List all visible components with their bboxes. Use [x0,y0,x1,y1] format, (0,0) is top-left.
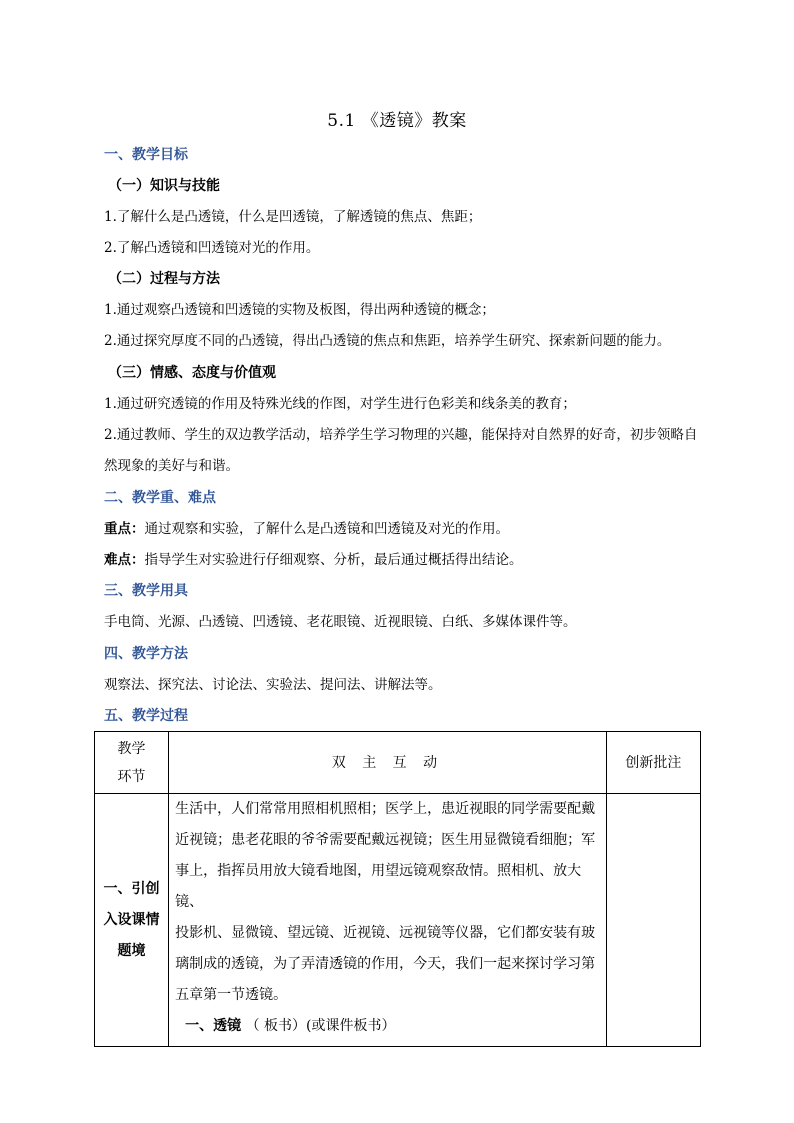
section-heading-keypoints: 二、教学重、难点 [104,490,216,506]
row1-stage-line3: 题境 [117,942,146,959]
subheading-process: （二）过程与方法 [108,271,220,287]
row1-content [169,794,607,1047]
row1-line-5: 璃制成的透镜，为了弄清透镜的作用，今天，我们一起来探讨学习第 [175,956,596,972]
header-note: 创新批注 [606,732,700,794]
row1-lens-note: （ 板书）(或课件板书） [245,1018,396,1034]
section-heading-goals: 一、教学目标 [104,147,188,163]
procedure-table [94,731,701,1047]
subheading-emotion: （三）情感、态度与价值观 [108,365,276,381]
knowledge-item-2: 2.了解凸透镜和凹透镜对光的作用。 [104,240,320,256]
header-stage-line1: 教学 [117,740,146,757]
tools-text: 手电筒、光源、凸透镜、凹透镜、老花眼镜、近视眼镜、白纸、多媒体课件等。 [104,614,577,630]
section-heading-tools: 三、教学用具 [104,583,188,599]
table-header-row [95,732,701,794]
row1-stage-line1: 一、引创 [103,880,160,897]
keypoint-line [104,518,704,540]
row1-lens-line [175,1011,600,1042]
keypoint-label: 重点： [104,521,145,537]
emotion-item-2-continued: 然现象的美好与和谐。 [104,458,239,474]
emotion-item-2: 2.通过教师、学生的双边教学活动，培养学生学习物理的兴趣，能保持对自然界的好奇，初步领略自 [104,427,698,443]
row1-line-1: 生活中，人们常常用照相机照相；医学上，患近视眼的同学需要配戴 [175,801,596,817]
process-item-1: 1.通过观察凸透镜和凹透镜的实物及板图，得出两种透镜的概念； [104,302,495,318]
row1-line-2: 近视镜；患老花眼的爷爷需要配戴远视镜；医生用显微镜看细胞；军 [175,832,596,848]
row1-line-6: 五章第一节透镜。 [175,987,288,1003]
header-stage [95,732,169,794]
page-title: 5.1 《透镜》教案 [327,111,467,131]
process-item-2: 2.通过探究厚度不同的凸透镜，得出凸透镜的焦点和焦距，培养学生研究、探索新问题的能力。 [104,333,671,349]
table-row [95,794,701,1047]
keypoint-text: 通过观察和实验，了解什么是凸透镜和凹透镜及对光的作用。 [144,521,509,537]
row1-stage [95,794,169,1047]
header-main: 双 主 互 动 [169,732,607,794]
row1-lens-title: 一、透镜 [185,1018,242,1034]
methods-text: 观察法、探究法、讨论法、实验法、提问法、讲解法等。 [104,677,442,693]
subheading-knowledge: （一）知识与技能 [108,178,220,194]
knowledge-item-1: 1.了解什么是凸透镜，什么是凹透镜，了解透镜的焦点、焦距； [104,209,482,225]
row1-line-3: 事上，指挥员用放大镜看地图，用望远镜观察敌情。照相机、放大镜、 [175,863,582,910]
difficulty-line [104,549,704,571]
header-stage-line2: 环节 [117,768,146,785]
difficulty-text: 指导学生对实验进行仔细观察、分析，最后通过概括得出结论。 [144,552,523,568]
emotion-item-1: 1.通过研究透镜的作用及特殊光线的作图，对学生进行色彩美和线条美的教育； [104,396,576,412]
row1-line-4: 投影机、显微镜、望远镜、近视镜、远视镜等仪器，它们都安装有玻 [175,925,596,941]
row1-stage-line2: 入设课情 [103,911,160,928]
section-heading-methods: 四、教学方法 [104,646,188,662]
row1-note [606,794,700,1047]
difficulty-label: 难点： [104,552,145,568]
section-heading-procedure: 五、教学过程 [104,708,188,724]
